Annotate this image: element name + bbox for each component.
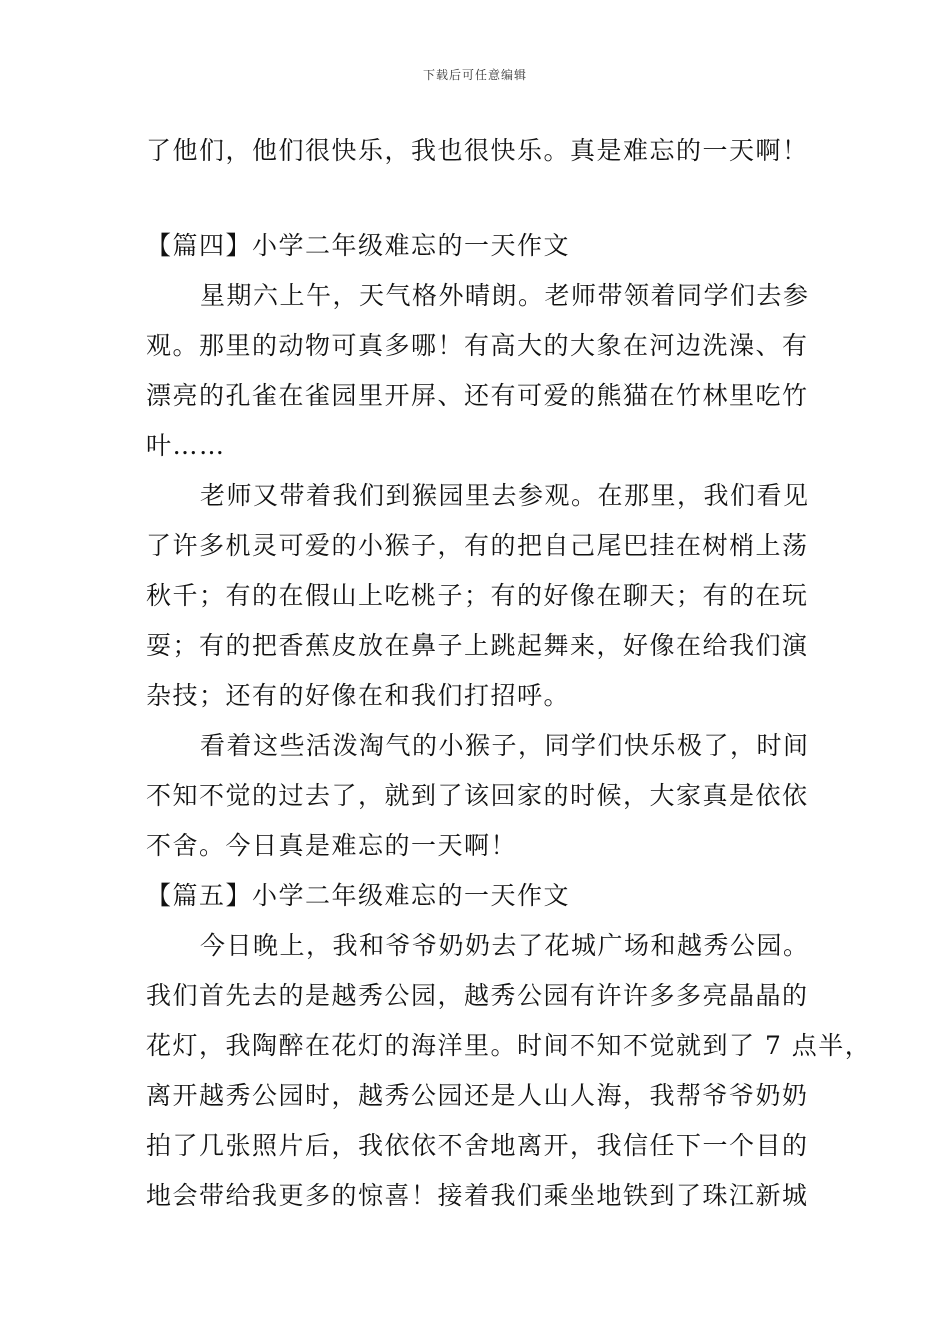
- paragraph-line: 看着这些活泼淘气的小猴子，同学们快乐极了，时间: [200, 731, 810, 760]
- paragraph-line: 今日晚上，我和爷爷奶奶去了花城广场和越秀公园。: [200, 931, 810, 960]
- paragraph-line: 我们首先去的是越秀公园，越秀公园有许许多多亮晶晶的: [146, 981, 809, 1010]
- paragraph-line: 不知不觉的过去了，就到了该回家的时候，大家真是依依: [146, 781, 809, 810]
- paragraph-line: 离开越秀公园时，越秀公园还是人山人海，我帮爷爷奶奶: [146, 1081, 809, 1110]
- section-heading-5: 【篇五】小学二年级难忘的一天作文: [146, 881, 571, 910]
- paragraph-line: 杂技；还有的好像在和我们打招呼。: [146, 681, 571, 710]
- paragraph-line: 耍；有的把香蕉皮放在鼻子上跳起舞来，好像在给我们演: [146, 631, 809, 660]
- paragraph-line: 星期六上午，天气格外晴朗。老师带领着同学们去参: [200, 281, 810, 310]
- section-heading-4: 【篇四】小学二年级难忘的一天作文: [146, 231, 571, 260]
- paragraph-line: 了许多机灵可爱的小猴子，有的把自己尾巴挂在树梢上荡: [146, 531, 809, 560]
- page-header-note: 下载后可任意编辑: [422, 68, 527, 82]
- paragraph-line: 不舍。今日真是难忘的一天啊！: [146, 831, 518, 860]
- paragraph-line: 老师又带着我们到猴园里去参观。在那里，我们看见: [200, 481, 810, 510]
- paragraph-line: 了他们，他们很快乐，我也很快乐。真是难忘的一天啊！: [146, 136, 809, 165]
- paragraph-line: 观。那里的动物可真多哪！有高大的大象在河边洗澡、有: [146, 331, 809, 360]
- paragraph-line: 花灯，我陶醉在花灯的海洋里。时间不知不觉就到了 7 点半，: [146, 1031, 872, 1060]
- paragraph-line: 秋千；有的在假山上吃桃子；有的好像在聊天；有的在玩: [146, 581, 809, 610]
- paragraph-line: 叶……: [146, 431, 226, 460]
- paragraph-line: 漂亮的孔雀在雀园里开屏、还有可爱的熊猫在竹林里吃竹: [146, 381, 809, 410]
- section-gap: [146, 176, 836, 221]
- paragraph-line: 地会带给我更多的惊喜！接着我们乘坐地铁到了珠江新城: [146, 1181, 809, 1210]
- paragraph-line: 拍了几张照片后，我依依不舍地离开，我信任下一个目的: [146, 1131, 809, 1160]
- document-body: [146, 126, 872, 1221]
